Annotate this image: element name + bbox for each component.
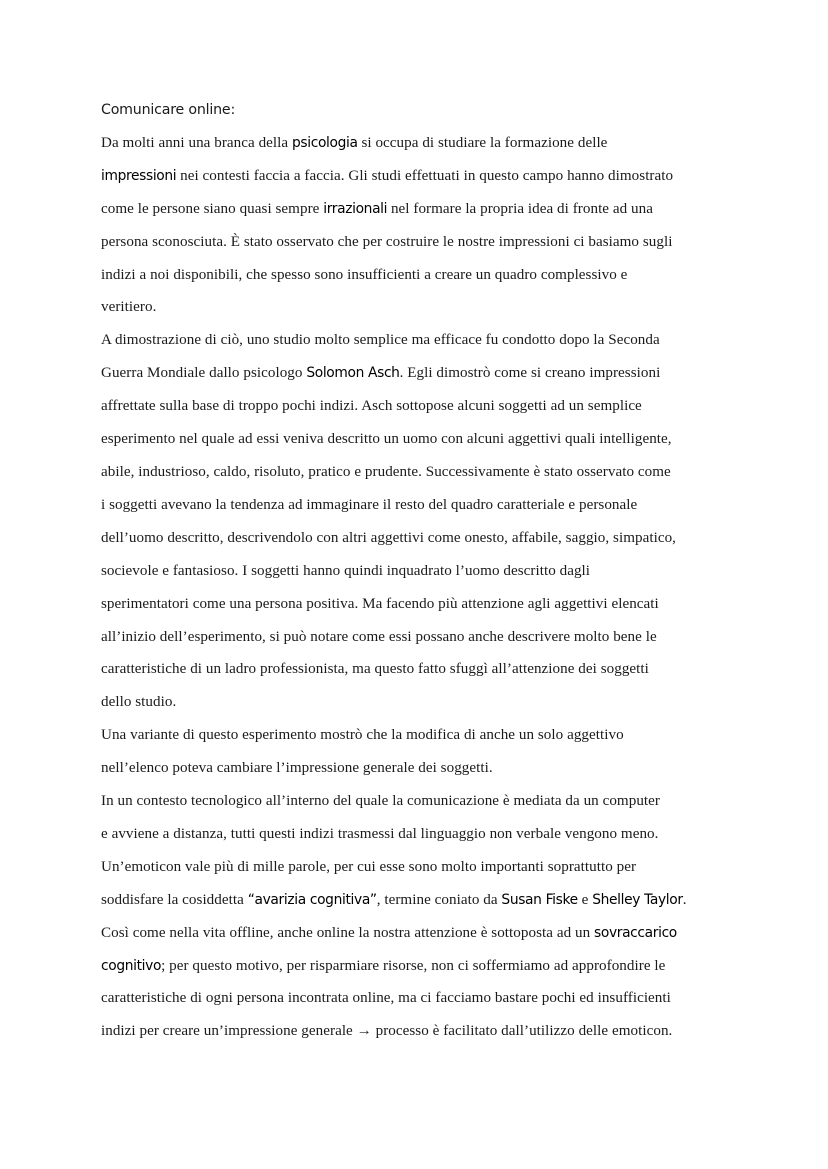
text-run: abile, industrioso, caldo, risoluto, pratico e prudente. Successivamente è stato osservato come [101, 463, 671, 480]
text-run: Una variante di questo esperimento mostrò che la modifica di anche un solo aggettivo [101, 727, 624, 744]
text-run: veritiero. [101, 299, 157, 316]
text-run: nel formare la propria idea di fronte ad una [387, 200, 653, 217]
keyword-highlight: “avarizia cognitiva” [247, 891, 377, 908]
keyword-highlight: Shelley Taylor [592, 891, 683, 908]
text-run: , termine coniato da [376, 891, 502, 908]
text-run: indizi a noi disponibili, che spesso sono insufficienti a creare un quadro complessivo e [101, 266, 628, 283]
text-run: Da molti anni una branca della [101, 134, 292, 151]
section-title: Comunicare online: [101, 102, 236, 118]
text-run: caratteristiche di un ladro professionista, ma questo fatto sfuggì all’attenzione dei soggetti [101, 661, 649, 678]
keyword-highlight: cognitivo [101, 957, 162, 974]
text-run: Così come nella vita offline, anche online la nostra attenzione è sottoposta ad un [101, 924, 595, 941]
text-run: all’inizio dell’esperimento, si può notare come essi possano anche descrivere molto bene le [101, 628, 657, 645]
paragraph [101, 127, 733, 324]
text-run: Guerra Mondiale dallo psicologo [101, 365, 307, 382]
text-run: ; per questo motivo, per risparmiare risorse, non ci soffermiamo ad approfondire le [161, 957, 666, 974]
paragraph [101, 324, 733, 719]
text-run: socievole e fantasioso. I soggetti hanno quindi inquadrato l’uomo descritto dagli [101, 562, 591, 579]
text-run: In un contesto tecnologico all’interno del quale la comunicazione è mediata da un computer [101, 793, 660, 810]
keyword-highlight: impressioni [101, 167, 177, 184]
text-run: . Egli dimostrò come si creano impressioni [399, 365, 661, 382]
text-run: dell’uomo descritto, descrivendolo con altri aggettivi come onesto, affabile, saggio, simpatico, [101, 529, 676, 546]
text-run: A dimostrazione di ciò, uno studio molto semplice ma efficace fu condotto dopo la Seconda [101, 332, 660, 349]
text-run: e avviene a distanza, tutti questi indizi trasmessi dal linguaggio non verbale vengono meno. [101, 825, 659, 842]
keyword-highlight: Solomon Asch [306, 365, 400, 382]
text-run: i soggetti avevano la tendenza ad immaginare il resto del quadro caratteriale e personale [101, 496, 638, 513]
text-run: nei contesti faccia a faccia. Gli studi effettuati in questo campo hanno dimostrato [176, 167, 674, 184]
text-run: Un’emoticon vale più di mille parole, per cui esse sono molto importanti soprattutto per [101, 858, 637, 875]
text-run: esperimento nel quale ad essi veniva descritto un uomo con alcuni aggettivi quali intelligente, [101, 431, 672, 448]
text-run: soddisfare la cosiddetta [101, 891, 248, 908]
paragraph [101, 785, 733, 1048]
document-body [101, 127, 733, 1048]
text-run: sperimentatori come una persona positiva. Ma facendo più attenzione agli aggettivi elencati [101, 595, 659, 612]
text-run: come le persone siano quasi sempre [101, 200, 324, 217]
text-run: indizi per creare un’impressione generale → processo è facilitato dall’utilizzo delle emoticon. [101, 1023, 673, 1040]
text-run: . [682, 891, 687, 908]
text-run: si occupa di studiare la formazione delle [357, 134, 608, 151]
text-run: dello studio. [101, 694, 177, 711]
text-run: affrettate sulla base di troppo pochi indizi. Asch sottopose alcuni soggetti ad un semplice [101, 398, 642, 415]
text-run: e [577, 891, 593, 908]
text-run: caratteristiche di ogni persona incontrata online, ma ci facciamo bastare pochi ed insufficienti [101, 990, 671, 1007]
document-page [101, 94, 733, 1048]
keyword-highlight: irrazionali [323, 200, 388, 217]
paragraph [101, 719, 733, 785]
keyword-highlight: sovraccarico [594, 924, 677, 941]
keyword-highlight: Susan Fiske [501, 891, 578, 908]
text-run: nell’elenco poteva cambiare l’impressione generale dei soggetti. [101, 760, 493, 777]
text-run: persona sconosciuta. È stato osservato che per costruire le nostre impressioni ci basiamo sugli [101, 233, 673, 250]
keyword-highlight: psicologia [292, 134, 358, 151]
